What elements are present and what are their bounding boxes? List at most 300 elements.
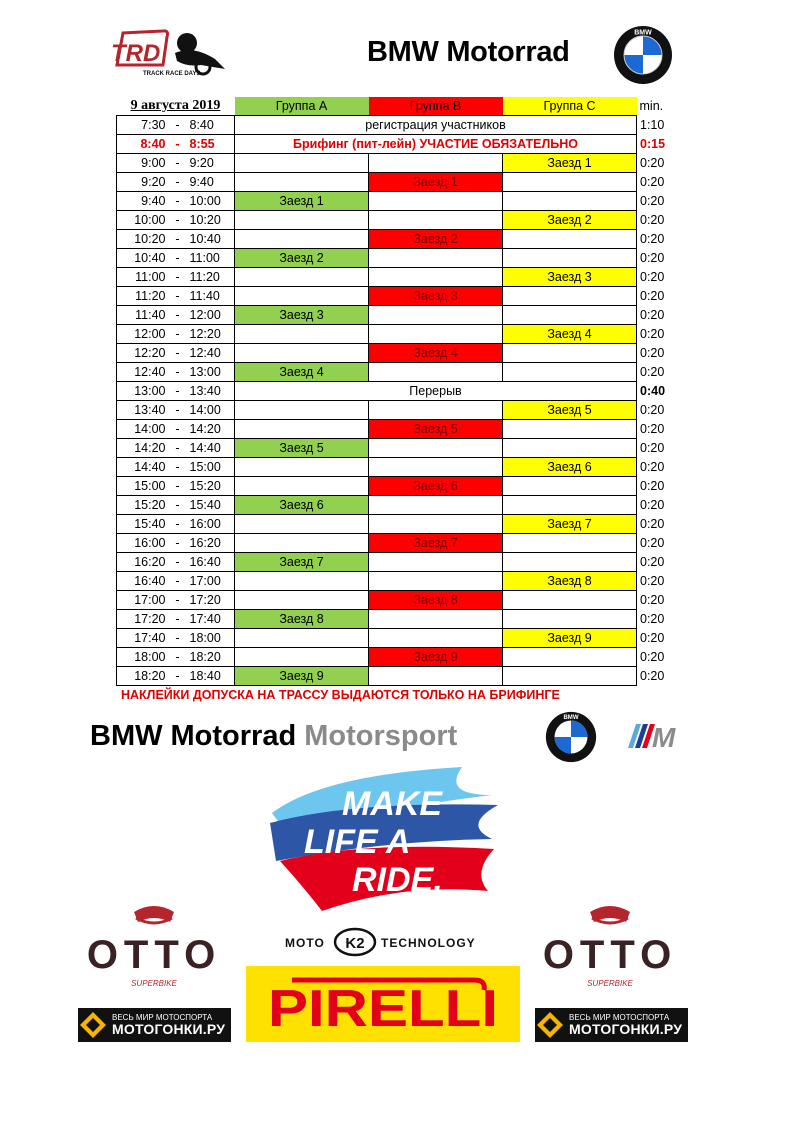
- group-c-cell: Заезд 7: [503, 515, 637, 534]
- pirelli-logo: [246, 966, 520, 1042]
- group-a-cell: [235, 325, 369, 344]
- trd-logo-subtext: TRACK RACE DAYS: [143, 71, 201, 77]
- group-c-cell: [503, 591, 637, 610]
- time-separator: -: [175, 593, 180, 607]
- time-start: 9:00: [141, 156, 166, 170]
- duration-min: 0:20: [640, 156, 665, 170]
- time-start: 14:00: [134, 422, 166, 436]
- time-separator: -: [175, 289, 180, 303]
- time-end: 10:00: [189, 194, 221, 208]
- time-slot: [117, 325, 235, 344]
- time-slot: [117, 496, 235, 515]
- time-start: 14:20: [134, 441, 166, 455]
- group-a-header: Группа A: [235, 97, 369, 116]
- time-start: 14:40: [134, 460, 166, 474]
- duration-min: 0:20: [640, 251, 665, 265]
- duration-min: 1:10: [640, 118, 665, 132]
- time-end: 8:55: [189, 137, 215, 151]
- group-c-cell: [503, 534, 637, 553]
- group-b-header: Группа B: [369, 97, 503, 116]
- time-end: 15:20: [189, 479, 221, 493]
- group-c-cell: [503, 420, 637, 439]
- otto-name: OTTO: [86, 933, 222, 977]
- group-a-cell: [235, 401, 369, 420]
- group-c-cell: Заезд 3: [503, 268, 637, 287]
- group-b-cell: Заезд 5: [369, 420, 503, 439]
- schedule-row: [117, 591, 677, 610]
- time-end: 14:40: [189, 441, 221, 455]
- group-b-cell: [369, 325, 503, 344]
- schedule-row: [117, 458, 677, 477]
- time-end: 16:00: [189, 517, 221, 531]
- duration-min: 0:20: [640, 346, 665, 360]
- moto-k2-technology-logo: [285, 927, 495, 957]
- schedule-row: [117, 344, 677, 363]
- time-end: 14:00: [189, 403, 221, 417]
- duration-min: 0:20: [640, 460, 665, 474]
- bmw-roundel-icon: [613, 25, 673, 85]
- time-start: 15:40: [134, 517, 166, 531]
- otto-superbike-logo: [82, 900, 227, 992]
- group-c-cell: Заезд 5: [503, 401, 637, 420]
- schedule-row: [117, 610, 677, 629]
- time-slot: [117, 249, 235, 268]
- time-slot: [117, 344, 235, 363]
- time-start: 8:40: [140, 137, 166, 151]
- duration-min: 0:20: [640, 479, 665, 493]
- group-c-cell: [503, 477, 637, 496]
- group-b-cell: Заезд 1: [369, 173, 503, 192]
- group-b-cell: [369, 211, 503, 230]
- time-end: 11:20: [189, 270, 220, 284]
- duration-min: 0:20: [640, 441, 665, 455]
- time-separator: -: [175, 612, 180, 626]
- schedule-row: [117, 477, 677, 496]
- time-start: 11:20: [135, 289, 166, 303]
- group-c-cell: Заезд 9: [503, 629, 637, 648]
- time-separator: -: [175, 631, 180, 645]
- group-c-cell: Заезд 4: [503, 325, 637, 344]
- time-slot: [117, 268, 235, 287]
- group-b-cell: [369, 553, 503, 572]
- group-b-cell: [369, 572, 503, 591]
- time-separator: -: [175, 536, 180, 550]
- min-header: min.: [639, 99, 664, 114]
- time-start: 10:00: [134, 213, 166, 227]
- schedule-row: [117, 439, 677, 458]
- time-start: 11:40: [135, 308, 166, 322]
- time-end: 11:00: [189, 251, 220, 265]
- group-b-cell: Заезд 6: [369, 477, 503, 496]
- time-end: 10:20: [189, 213, 221, 227]
- time-end: 17:00: [189, 574, 221, 588]
- time-separator: -: [175, 460, 180, 474]
- schedule-row: [117, 249, 677, 268]
- schedule-row: [117, 325, 677, 344]
- schedule-row: [117, 306, 677, 325]
- motogonki-small: ВЕСЬ МИР МОТОСПОРТА: [112, 1013, 213, 1022]
- time-end: 8:40: [189, 118, 214, 132]
- time-slot: [117, 287, 235, 306]
- group-c-cell: [503, 344, 637, 363]
- group-a-cell: [235, 230, 369, 249]
- motogonki-text: [569, 1014, 682, 1036]
- otto-sub: SUPERBIKE: [587, 979, 633, 988]
- motogonki-small: ВЕСЬ МИР МОТОСПОРТА: [569, 1013, 670, 1022]
- time-slot: [117, 401, 235, 420]
- group-a-cell: [235, 420, 369, 439]
- duration-min: 0:20: [640, 422, 665, 436]
- group-c-cell: Заезд 2: [503, 211, 637, 230]
- duration-min: 0:20: [640, 536, 665, 550]
- time-separator: -: [175, 156, 180, 170]
- pirelli-text: PIRELLI: [268, 980, 498, 1038]
- group-b-cell: [369, 496, 503, 515]
- group-a-cell: Заезд 5: [235, 439, 369, 458]
- k2-right: TECHNOLOGY: [381, 936, 476, 950]
- duration-min: 0:20: [640, 517, 665, 531]
- group-b-cell: [369, 363, 503, 382]
- group-c-cell: [503, 192, 637, 211]
- time-separator: -: [175, 137, 180, 151]
- otto-sub: SUPERBIKE: [131, 979, 177, 988]
- time-separator: -: [175, 232, 180, 246]
- group-a-cell: [235, 458, 369, 477]
- time-start: 15:00: [134, 479, 166, 493]
- time-end: 14:20: [189, 422, 221, 436]
- group-b-cell: [369, 249, 503, 268]
- time-slot: [117, 629, 235, 648]
- group-b-cell: [369, 515, 503, 534]
- time-separator: -: [175, 308, 180, 322]
- group-c-cell: [503, 667, 637, 686]
- duration-min: 0:20: [640, 669, 665, 683]
- schedule-row: [117, 629, 677, 648]
- group-b-cell: [369, 268, 503, 287]
- group-b-cell: [369, 629, 503, 648]
- group-c-cell: [503, 230, 637, 249]
- roundel-letters: BMW: [634, 29, 652, 37]
- time-separator: -: [175, 403, 180, 417]
- motorsport-title-sub: Motorsport: [304, 720, 458, 752]
- schedule-row: [117, 268, 677, 287]
- time-start: 16:00: [134, 536, 166, 550]
- time-end: 18:20: [189, 650, 221, 664]
- schedule-row: [117, 211, 677, 230]
- time-slot: [117, 420, 235, 439]
- otto-superbike-logo: [538, 900, 683, 992]
- group-c-cell: Заезд 1: [503, 154, 637, 173]
- group-a-cell: [235, 629, 369, 648]
- time-separator: -: [175, 422, 180, 436]
- group-c-cell: [503, 553, 637, 572]
- time-separator: -: [175, 327, 180, 341]
- time-separator: -: [175, 118, 180, 132]
- schedule-table: [116, 97, 677, 686]
- time-start: 9:40: [141, 194, 166, 208]
- time-slot: [117, 553, 235, 572]
- motorsport-title-main: BMW Motorrad: [90, 720, 297, 752]
- group-a-cell: [235, 515, 369, 534]
- span-activity: Брифинг (пит-лейн) УЧАСТИЕ ОБЯЗАТЕЛЬНО: [235, 135, 637, 154]
- time-slot: [117, 458, 235, 477]
- duration-min: 0:15: [640, 137, 666, 151]
- motogonki-diamond-icon: [535, 1010, 565, 1040]
- time-end: 9:20: [189, 156, 214, 170]
- motogonki-diamond-icon: [78, 1010, 108, 1040]
- group-b-cell: [369, 192, 503, 211]
- group-b-cell: Заезд 9: [369, 648, 503, 667]
- time-slot: [117, 382, 235, 401]
- m-logo-text: M: [652, 722, 676, 750]
- duration-min: 0:20: [640, 631, 665, 645]
- time-start: 16:40: [134, 574, 166, 588]
- duration-min: 0:20: [640, 403, 665, 417]
- schedule-row: [117, 420, 677, 439]
- time-end: 18:40: [189, 669, 221, 683]
- time-end: 18:00: [189, 631, 221, 645]
- time-start: 15:20: [134, 498, 166, 512]
- duration-min: 0:20: [640, 175, 665, 189]
- time-end: 13:00: [189, 365, 221, 379]
- duration-min: 0:20: [640, 650, 665, 664]
- group-a-cell: Заезд 4: [235, 363, 369, 382]
- time-slot: [117, 173, 235, 192]
- sticker-note: НАКЛЕЙКИ ДОПУСКА НА ТРАССУ ВЫДАЮТСЯ ТОЛЬКО НА БРИФИНГЕ: [121, 688, 560, 702]
- group-a-cell: Заезд 2: [235, 249, 369, 268]
- span-activity: регистрация участников: [235, 116, 637, 135]
- group-a-cell: Заезд 1: [235, 192, 369, 211]
- schedule-row: [117, 648, 677, 667]
- schedule-row: [117, 287, 677, 306]
- time-separator: -: [175, 194, 180, 208]
- group-b-cell: [369, 458, 503, 477]
- time-separator: -: [175, 175, 180, 189]
- schedule-row: [117, 154, 677, 173]
- schedule-row: [117, 116, 677, 135]
- time-slot: [117, 363, 235, 382]
- schedule-row: [117, 382, 677, 401]
- group-a-cell: Заезд 8: [235, 610, 369, 629]
- time-slot: [117, 534, 235, 553]
- time-start: 12:20: [134, 346, 166, 360]
- time-slot: [117, 648, 235, 667]
- time-end: 15:40: [189, 498, 221, 512]
- time-end: 17:20: [189, 593, 221, 607]
- time-end: 17:40: [189, 612, 221, 626]
- group-b-cell: Заезд 8: [369, 591, 503, 610]
- group-c-cell: Заезд 6: [503, 458, 637, 477]
- group-c-cell: [503, 363, 637, 382]
- schedule-date: 9 августа 2019: [130, 98, 221, 113]
- motogonki-big: МОТОГОНКИ.РУ: [569, 1021, 683, 1037]
- time-start: 17:20: [134, 612, 166, 626]
- time-separator: -: [175, 346, 180, 360]
- time-separator: -: [175, 650, 180, 664]
- schedule-row: [117, 192, 677, 211]
- group-c-cell: [503, 648, 637, 667]
- group-b-cell: Заезд 2: [369, 230, 503, 249]
- duration-min: 0:20: [640, 308, 665, 322]
- group-a-cell: [235, 591, 369, 610]
- time-start: 17:00: [134, 593, 166, 607]
- group-a-cell: [235, 173, 369, 192]
- duration-min: 0:20: [640, 593, 665, 607]
- group-b-cell: [369, 154, 503, 173]
- motogonki-logo: [535, 1008, 688, 1042]
- duration-min: 0:20: [640, 365, 665, 379]
- schedule-row: [117, 553, 677, 572]
- group-a-cell: [235, 477, 369, 496]
- group-a-cell: Заезд 7: [235, 553, 369, 572]
- time-separator: -: [175, 213, 180, 227]
- schedule-row: [117, 572, 677, 591]
- time-separator: -: [175, 441, 180, 455]
- duration-min: 0:20: [640, 289, 665, 303]
- time-end: 12:00: [189, 308, 221, 322]
- otto-name: OTTO: [542, 933, 678, 977]
- duration-min: 0:20: [640, 612, 665, 626]
- schedule-header-row: [117, 97, 677, 116]
- time-separator: -: [175, 270, 180, 284]
- group-b-cell: [369, 610, 503, 629]
- group-b-cell: [369, 667, 503, 686]
- group-c-cell: [503, 249, 637, 268]
- k2-mid: K2: [345, 935, 365, 952]
- group-b-cell: Заезд 4: [369, 344, 503, 363]
- bmw-m-logo: [620, 722, 692, 750]
- schedule-row: [117, 496, 677, 515]
- brand-title: BMW Motorrad: [367, 36, 570, 68]
- duration-min: 0:40: [640, 384, 666, 398]
- time-end: 15:00: [189, 460, 221, 474]
- time-slot: [117, 154, 235, 173]
- duration-min: 0:20: [640, 232, 665, 246]
- group-b-cell: Заезд 3: [369, 287, 503, 306]
- duration-min: 0:20: [640, 194, 665, 208]
- time-separator: -: [175, 479, 180, 493]
- duration-min: 0:20: [640, 555, 665, 569]
- group-a-cell: [235, 572, 369, 591]
- time-start: 17:40: [134, 631, 166, 645]
- time-slot: [117, 306, 235, 325]
- duration-min: 0:20: [640, 270, 665, 284]
- schedule-row: [117, 515, 677, 534]
- time-slot: [117, 135, 235, 154]
- motorsport-title: [90, 720, 457, 753]
- schedule-row: [117, 135, 677, 154]
- group-b-cell: [369, 401, 503, 420]
- time-slot: [117, 591, 235, 610]
- trd-logo-text: TRD: [111, 40, 161, 67]
- time-start: 18:00: [134, 650, 166, 664]
- group-b-cell: Заезд 7: [369, 534, 503, 553]
- time-slot: [117, 192, 235, 211]
- group-c-cell: [503, 306, 637, 325]
- time-slot: [117, 610, 235, 629]
- group-a-cell: [235, 648, 369, 667]
- duration-min: 0:20: [640, 498, 665, 512]
- motogonki-logo: [78, 1008, 231, 1042]
- slogan-line2: LIFE A: [304, 823, 411, 861]
- time-separator: -: [175, 517, 180, 531]
- time-start: 10:20: [134, 232, 166, 246]
- time-separator: -: [175, 574, 180, 588]
- schedule-row: [117, 230, 677, 249]
- schedule-row: [117, 401, 677, 420]
- group-c-cell: [503, 287, 637, 306]
- time-slot: [117, 439, 235, 458]
- time-separator: -: [175, 251, 180, 265]
- time-slot: [117, 515, 235, 534]
- schedule-row: [117, 534, 677, 553]
- time-separator: -: [175, 365, 180, 379]
- time-slot: [117, 116, 235, 135]
- schedule-row: [117, 363, 677, 382]
- time-slot: [117, 230, 235, 249]
- group-c-cell: [503, 439, 637, 458]
- group-a-cell: Заезд 9: [235, 667, 369, 686]
- time-start: 11:00: [135, 270, 166, 284]
- time-start: 9:20: [141, 175, 166, 189]
- group-a-cell: [235, 287, 369, 306]
- group-c-cell: [503, 496, 637, 515]
- slogan-line3: RIDE.: [352, 861, 443, 899]
- group-b-cell: [369, 439, 503, 458]
- time-start: 18:20: [134, 669, 166, 683]
- time-slot: [117, 477, 235, 496]
- time-end: 13:40: [189, 384, 221, 398]
- time-end: 10:40: [189, 232, 221, 246]
- time-end: 16:40: [189, 555, 221, 569]
- time-separator: -: [175, 498, 180, 512]
- group-c-cell: [503, 610, 637, 629]
- time-start: 7:30: [141, 118, 166, 132]
- schedule-row: [117, 173, 677, 192]
- time-slot: [117, 667, 235, 686]
- group-b-cell: [369, 306, 503, 325]
- slogan-line1: MAKE: [342, 785, 443, 823]
- group-a-cell: [235, 268, 369, 287]
- duration-min: 0:20: [640, 574, 665, 588]
- group-c-cell: Заезд 8: [503, 572, 637, 591]
- time-end: 9:40: [189, 175, 214, 189]
- group-c-header: Группа C: [503, 97, 637, 116]
- motogonki-big: МОТОГОНКИ.РУ: [112, 1021, 226, 1037]
- time-end: 12:40: [189, 346, 221, 360]
- group-a-cell: [235, 534, 369, 553]
- bmw-roundel-icon: [545, 711, 597, 763]
- time-start: 12:00: [134, 327, 166, 341]
- duration-min: 0:20: [640, 213, 665, 227]
- roundel-letters: BMW: [563, 715, 579, 722]
- time-slot: [117, 572, 235, 591]
- schedule-body: [117, 97, 677, 686]
- time-separator: -: [175, 384, 180, 398]
- group-a-cell: [235, 154, 369, 173]
- k2-left: MOTO: [285, 936, 325, 950]
- time-start: 16:20: [134, 555, 166, 569]
- schedule-row: [117, 667, 677, 686]
- time-end: 12:20: [189, 327, 221, 341]
- time-separator: -: [175, 669, 180, 683]
- duration-min: 0:20: [640, 327, 665, 341]
- time-start: 10:40: [134, 251, 166, 265]
- time-start: 12:40: [134, 365, 166, 379]
- time-end: 16:20: [189, 536, 221, 550]
- group-a-cell: Заезд 6: [235, 496, 369, 515]
- time-separator: -: [175, 555, 180, 569]
